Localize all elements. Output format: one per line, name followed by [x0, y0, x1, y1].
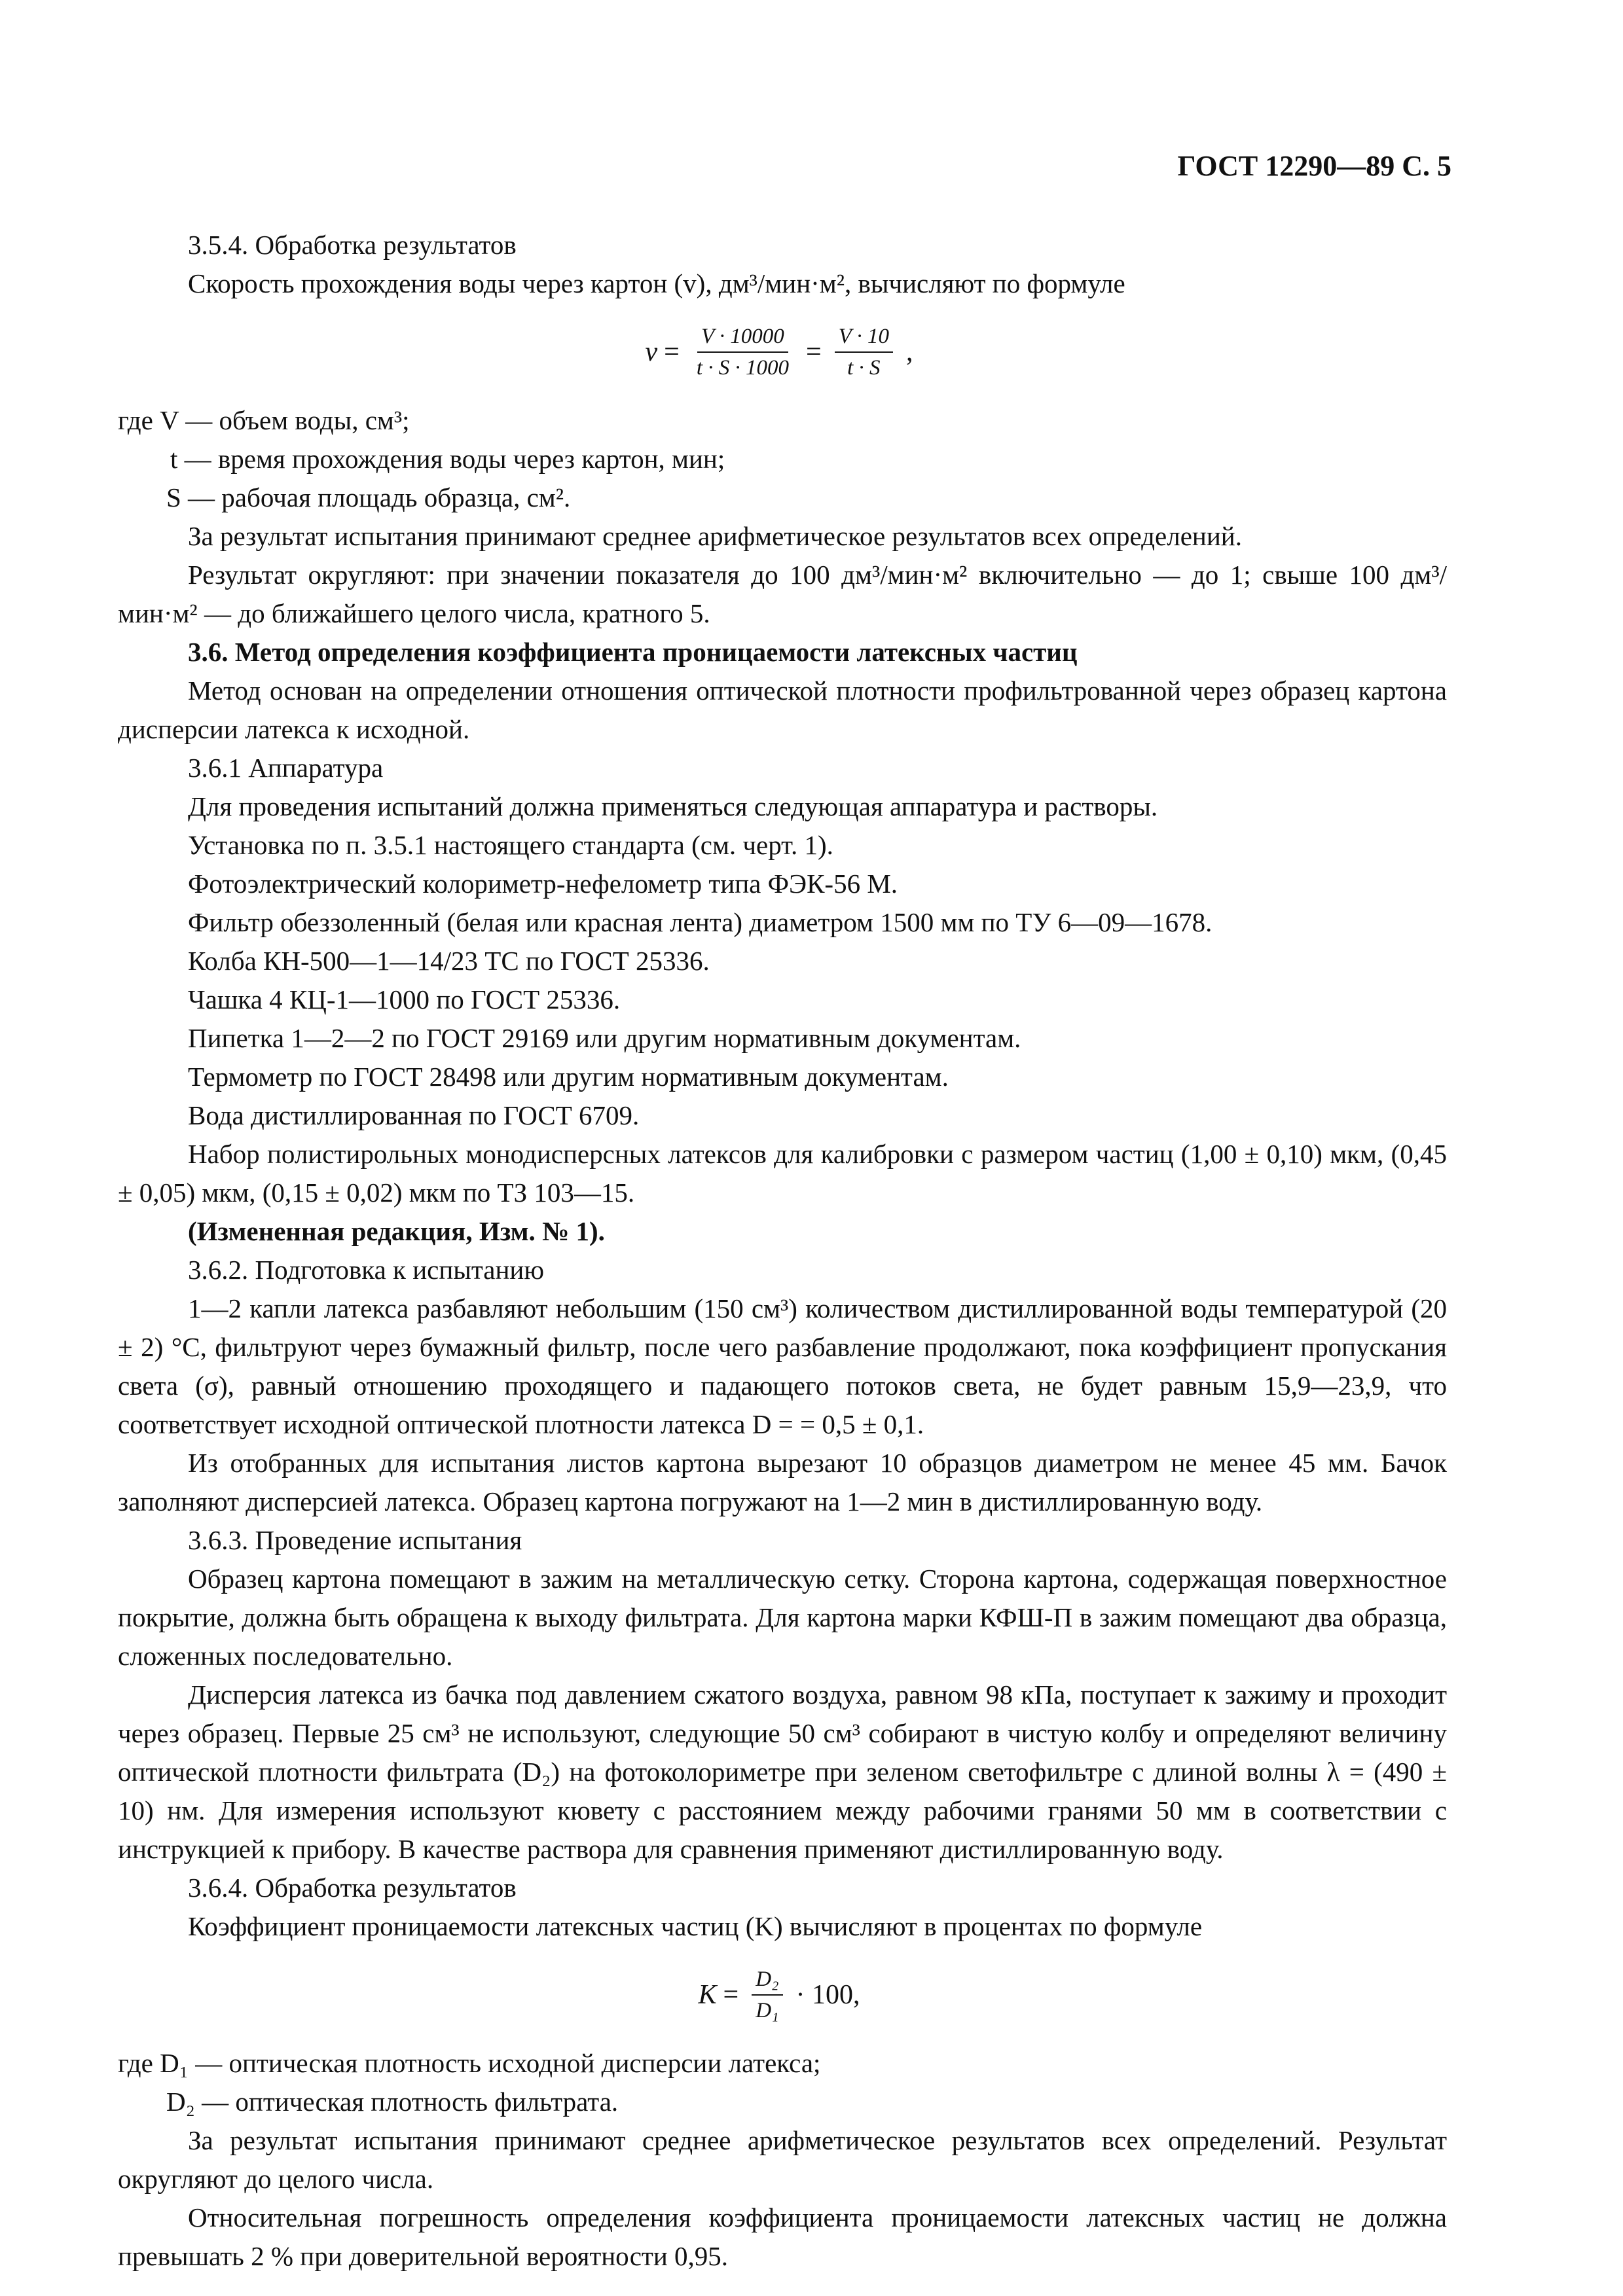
section-3-6-heading: 3.6. Метод определения коэффициента проницаемости латексных частиц: [188, 637, 1078, 667]
formula-k-tail: · 100,: [795, 1979, 860, 2010]
formula-fraction-2: [835, 323, 893, 381]
formula-k-lhs: K: [698, 1979, 717, 2010]
section-3-6-1-heading: 3.6.1 Аппаратура: [188, 753, 384, 783]
fraction-k-denominator: D₁: [756, 1999, 779, 2022]
formula-eq: =: [664, 336, 680, 367]
paragraph-result-average-2: За результат испытания принимают среднее арифметическое результатов всех определений. Результат округляют до целого числа.: [118, 2125, 1447, 2194]
where-line-2: t — время прохождения воды через картон, мин;: [170, 444, 725, 474]
where-line-3: S — рабочая площадь образца, см².: [166, 482, 571, 512]
formula-k-fraction: [752, 1966, 782, 2024]
paragraph-preparation-2: Из отобранных для испытания листов картона вырезают 10 образцов диаметром не менее 45 мм. Бачок заполняют дисперсией латекса. Образец картона погружают на 1—2 мин в дистиллированную воду.: [118, 1448, 1447, 1516]
apparatus-item: Фотоэлектрический колориметр-нефелометр типа ФЭК-56 М.: [188, 869, 898, 899]
page-header: ГОСТ 12290—89 С. 5: [1177, 150, 1451, 182]
formula-coefficient: [118, 1946, 1447, 2044]
paragraph-procedure-2: Дисперсия латекса из бачка под давлением сжатого воздуха, равном 98 кПа, поступает к зажиму и проходит через образец. Первые 25 см³ не используют, следующие 50 см³ собирают в чистую колбу и определяют величину оптической плотности фильтрата (D₂) на фотоколориметре при зеленом светофильтре с длиной волны λ = (490 ± 10) нм. Для измерения используют кювету с расстоянием между рабочими гранями 50 мм в соответствии с инструкцией к прибору. В качестве раствора для сравнения применяют дистиллированную воду.: [118, 1679, 1447, 1864]
apparatus-item: Вода дистиллированная по ГОСТ 6709.: [188, 1100, 640, 1130]
apparatus-item: Установка по п. 3.5.1 настоящего стандарта (см. черт. 1).: [188, 830, 833, 860]
apparatus-item: Колба КН-500—1—14/23 ТС по ГОСТ 25336.: [188, 946, 710, 976]
apparatus-item: Для проведения испытаний должна применяться следующая аппаратура и растворы.: [188, 791, 1158, 821]
fraction-k-numerator: D₂: [752, 1966, 782, 1996]
formula-speed: [118, 303, 1447, 401]
formula-tail: ,: [906, 336, 913, 367]
apparatus-item: Термометр по ГОСТ 28498 или другим нормативным документам.: [188, 1062, 949, 1092]
section-3-5-4-intro: Скорость прохождения воды через картон (v), дм³/мин·м², вычисляют по формуле: [188, 268, 1125, 298]
fraction-2-numerator: V · 10: [835, 323, 893, 353]
apparatus-item: Набор полистирольных монодисперсных латексов для калибровки с размером частиц (1,00 ± 0,10) мкм, (0,45 ± 0,05) мкм, (0,15 ± 0,02) мкм по ТЗ 103—15.: [118, 1139, 1447, 1208]
formula-k-eq: =: [723, 1979, 739, 2010]
amendment-note: (Измененная редакция, Изм. № 1).: [188, 1216, 605, 1246]
paragraph-preparation-1: 1—2 капли латекса разбавляют небольшим (150 см³) количеством дистиллированной воды температурой (20 ± 2) °С, фильтруют через бумажный фильтр, после чего разбавление продолжают, пока коэффициент пропускания света (σ), равный отношению проходящего и падающего потоков света, не будет равным 15,9—23,9, что соответствует исходной оптической плотности латекса D = = 0,5 ± 0,1.: [118, 1293, 1447, 1439]
page-content: [118, 226, 1447, 2276]
formula-fraction-1: [693, 323, 793, 381]
apparatus-item: Пипетка 1—2—2 по ГОСТ 29169 или другим нормативным документам.: [188, 1023, 1021, 1053]
section-3-5-4-heading: 3.5.4. Обработка результатов: [188, 230, 517, 260]
paragraph-method: Метод основан на определении отношения оптической плотности профильтрованной через образец картона дисперсии латекса к исходной.: [118, 675, 1447, 744]
where-d1-line: где D₁ — оптическая плотность исходной дисперсии латекса;: [118, 2048, 821, 2078]
section-3-6-2-heading: 3.6.2. Подготовка к испытанию: [188, 1255, 544, 1285]
formula-lhs: v: [645, 336, 658, 367]
section-3-6-3-heading: 3.6.3. Проведение испытания: [188, 1525, 522, 1555]
apparatus-item: Фильтр обеззоленный (белая или красная лента) диаметром 1500 мм по ТУ 6—09—1678.: [188, 907, 1213, 937]
paragraph-coefficient-intro: Коэффициент проницаемости латексных частиц (K) вычисляют в процентах по формуле: [188, 1911, 1203, 1941]
paragraph-relative-error: Относительная погрешность определения коэффициента проницаемости латексных частиц не должна превышать 2 % при доверительной вероятности 0,95.: [118, 2202, 1447, 2271]
where-line-1: где V — объем воды, см³;: [118, 405, 410, 435]
fraction-1-denominator: t · S · 1000: [696, 356, 789, 380]
apparatus-item: Чашка 4 КЦ-1—1000 по ГОСТ 25336.: [188, 984, 621, 1014]
paragraph-result-average: За результат испытания принимают среднее арифметическое результатов всех определений.: [188, 521, 1242, 551]
paragraph-rounding: Результат округляют: при значении показателя до 100 дм³/мин·м² включительно — до 1; свыше 100 дм³/мин·м² — до ближайшего целого числа, кратного 5.: [118, 560, 1447, 628]
section-3-6-4-heading: 3.6.4. Обработка результатов: [188, 1873, 517, 1903]
paragraph-procedure-1: Образец картона помещают в зажим на металлическую сетку. Сторона картона, содержащая поверхностное покрытие, должна быть обращена к выходу фильтрата. Для картона марки КФШ-П в зажим помещают два образца, сложенных последовательно.: [118, 1564, 1447, 1671]
fraction-2-denominator: t · S: [847, 356, 881, 380]
where-d2-line: D₂ — оптическая плотность фильтрата.: [166, 2087, 619, 2117]
fraction-1-numerator: V · 10000: [697, 323, 788, 353]
formula-eq-2: =: [806, 336, 822, 367]
